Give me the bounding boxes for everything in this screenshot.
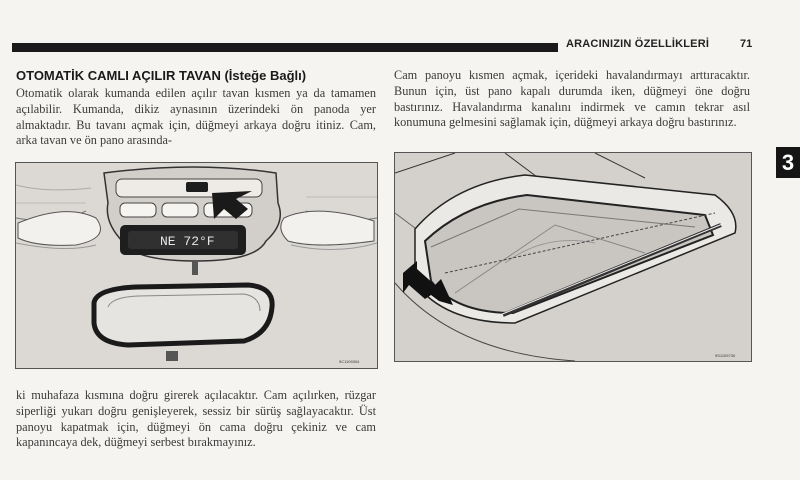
- running-header: ARACINIZIN ÖZELLİKLERİ: [566, 38, 710, 50]
- figure-code: 9C1109304: [339, 359, 360, 364]
- page-number: 71: [740, 38, 753, 50]
- figure-code: 9S1109730: [715, 353, 736, 358]
- section-title: OTOMATİK CAMLI AÇILIR TAVAN (İsteğe Bağlı): [16, 68, 307, 83]
- paragraph-continued: ki muhafaza kısmına doğru girerek açılacaktır. Cam açılırken, rüzgar siperliği yukarı doğru genişleyerek, sessiz bir sürüş sağlayacaktır. Üst panoyu kapatmak için, düğmeyi ön cama doğru çekiniz ve cam kapanıncaya dek, düğmeyi serbest bırakmayınız.: [16, 388, 376, 450]
- sunroof-illustration: [394, 152, 752, 362]
- console-display-readout: NE 72°F: [160, 234, 215, 249]
- overhead-console-illustration: [15, 162, 378, 369]
- header-rule: [12, 43, 558, 52]
- chapter-tab: 3: [776, 147, 800, 178]
- overhead-console-drawing: [16, 163, 377, 368]
- paragraph-venting: Cam panoyu kısmen açmak, içerideki havalandırmayı arttıracaktır. Bunun için, üst pano kapalı durumda iken, düğmeyi öne doğru bastırınız. Havalandırma kanalını indirmek ve camın tekrar asıl konumuna gelmesini sağlamak için, düğmeyi arkaya doğru bastırınız.: [394, 68, 750, 130]
- sunroof-drawing: [395, 153, 751, 361]
- paragraph-intro: Otomatik olarak kumanda edilen açılır tavan kısmen ya da tamamen açılabilir. Kumanda, dikiz aynasının üzerindeki ön panoda yer almaktadır. Bu tavanı açmak için, düğmeyi arkaya doğru itiniz. Cam, arka tavan ve ön pano arasında-: [16, 86, 376, 148]
